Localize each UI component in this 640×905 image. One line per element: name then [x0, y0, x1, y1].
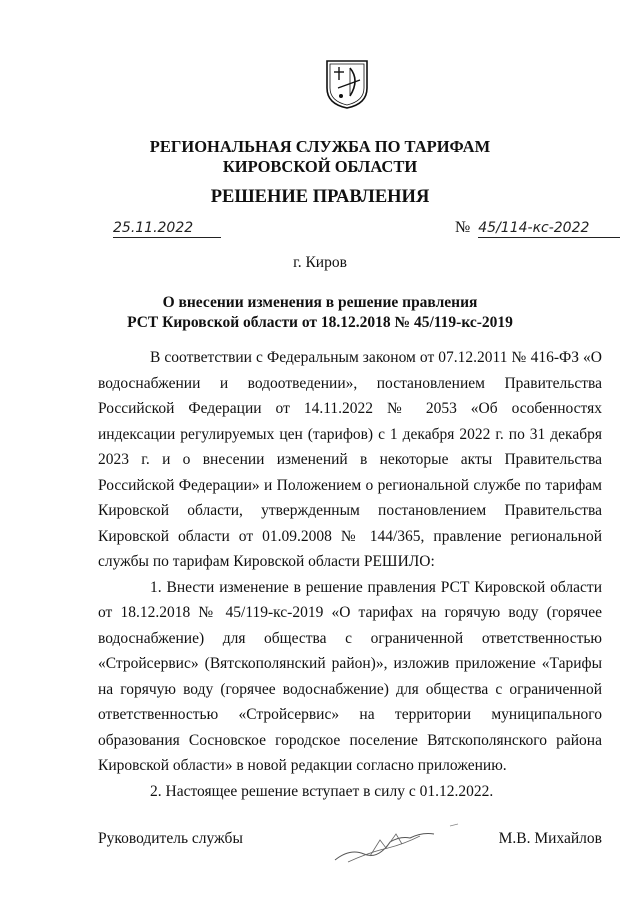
subject-line2: РСТ Кировской области от 18.12.2018 № 45/119-кс-2019 [127, 314, 513, 331]
org-name-line2: КИРОВСКОЙ ОБЛАСТИ [222, 157, 418, 176]
org-name-line1: РЕГИОНАЛЬНАЯ СЛУЖБА ПО ТАРИФАМ [149, 137, 491, 156]
document-number: 45/114-кс-2022 [478, 220, 620, 238]
document-body [98, 345, 602, 804]
number-sign: № [455, 219, 471, 236]
coat-of-arms-icon [324, 58, 370, 110]
paragraph-preamble: В соответствии с Федеральным законом от 07.12.2011 № 416-ФЗ «О водоснабжении и водоотведении», постановлением Правительства Российской Федерации от 14.11.2022 № 2053 «Об особенностях индексации регулируемых цен (тарифов) с 1 декабря 2022 г. по 31 декабря 2023 г. и о внесении изменений в некоторые акты Правительства Российской Федерации» и Положением о региональной службе по тарифам Кировской области, утвержденным постановлением Правительства Кировской области от 01.09.2008 № 144/365, правление региональной службы по тарифам Кировской области РЕШИЛО: [98, 349, 602, 570]
document-number-block [455, 219, 620, 238]
city: г. Киров [293, 254, 347, 271]
subject-line1: О внесении изменения в решение правления [162, 294, 478, 311]
document-date: 25.11.2022 [113, 220, 221, 238]
paragraph-item-2: 2. Настоящее решение вступает в силу с 01.12.2022. [150, 782, 494, 800]
paragraph-item-1: 1. Внести изменение в решение правления РСТ Кировской области от 18.12.2018 № 45/119-кс-2019 «О тарифах на горячую воду (горячее водоснабжение) для общества с ограниченной ответственностью «Стройсервис» (Вятскополянский район)», изложив приложение «Тарифы на горячую воду (горячее водоснабжение) для общества с ограниченной ответственностью «Стройсервис» на территории муниципального образования Сосновское городское поселение Вятскополянского района Кировской области» в новой редакции согласно приложению. [98, 578, 602, 774]
signatory-name: М.В. Михайлов [498, 830, 602, 847]
document-type: РЕШЕНИЕ ПРАВЛЕНИЯ [210, 187, 430, 207]
handwritten-signature [330, 818, 470, 868]
signatory-position: Руководитель службы [98, 830, 243, 847]
